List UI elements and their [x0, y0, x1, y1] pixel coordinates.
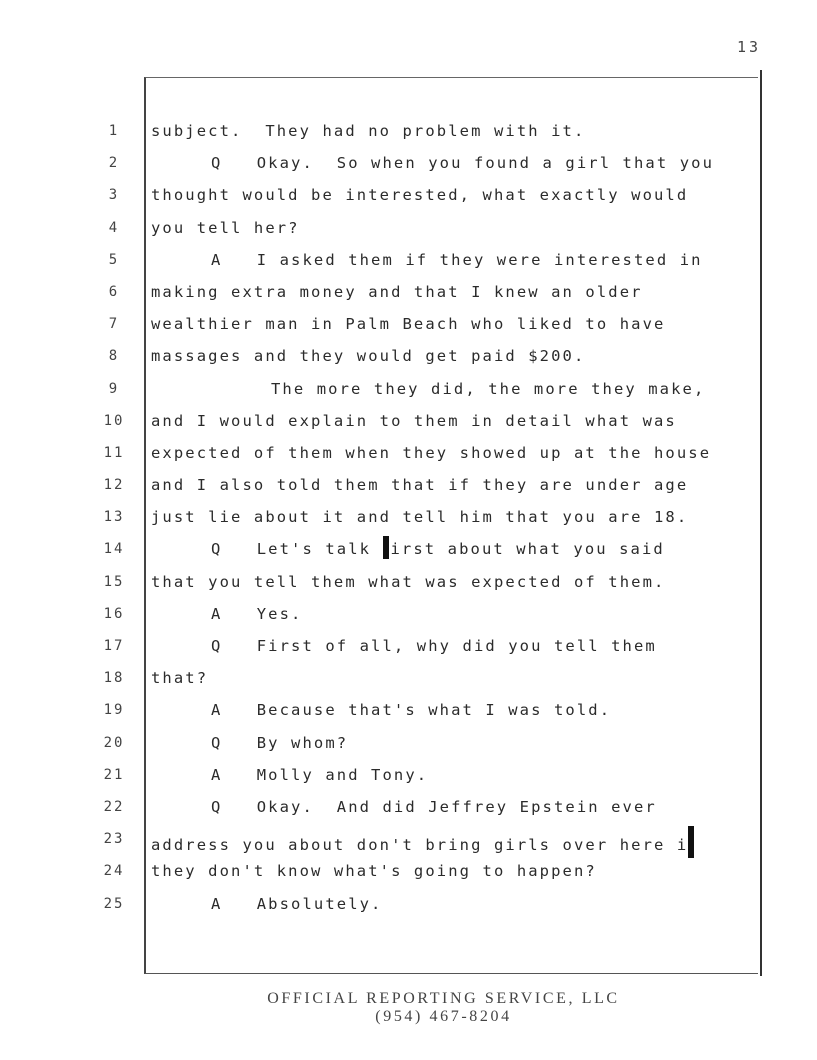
line-text: Okay. And did Jeffrey Epstein ever	[256, 797, 657, 816]
line-text: expected of them when they showed up at the house	[151, 443, 712, 462]
line-number: 20	[103, 734, 125, 751]
line-number: 22	[103, 798, 125, 815]
transcript-line	[151, 279, 751, 311]
page-footer	[0, 990, 817, 1026]
line-text: you tell her?	[151, 218, 300, 237]
line-number: 8	[108, 348, 120, 365]
page-number: 13	[736, 38, 761, 56]
line-text: massages and they would get paid $200.	[151, 347, 586, 366]
line-number: 3	[108, 187, 120, 204]
line-number: 17	[103, 638, 125, 654]
speaker-label: A	[211, 765, 223, 784]
transcript-line	[151, 182, 751, 214]
transcript-line	[151, 247, 751, 279]
reporting-company: OFFICIAL REPORTING SERVICE, LLC	[267, 990, 620, 1007]
transcript-line	[151, 118, 751, 150]
line-text: making extra money and that I knew an older	[151, 282, 643, 301]
transcript-line	[151, 794, 751, 826]
line-number: 25	[103, 895, 125, 912]
speaker-label: Q	[211, 733, 223, 752]
transcript-line	[151, 697, 751, 729]
line-number: 16	[103, 605, 125, 622]
line-number: 10	[103, 412, 125, 429]
line-text: and I would explain to them in detail what was	[151, 411, 677, 430]
line-number: 23	[103, 831, 125, 848]
line-text: address you about don't bring girls over here i	[151, 836, 689, 855]
transcript-body	[151, 118, 751, 923]
transcript-line	[151, 826, 751, 858]
speaker-label: A	[211, 250, 223, 269]
line-text: Let's talk	[256, 540, 383, 559]
frame-right-border	[760, 70, 762, 976]
line-text: Molly and Tony.	[256, 765, 429, 784]
line-number: 6	[108, 283, 120, 300]
line-text: Absolutely.	[256, 894, 383, 913]
line-text: subject. They had no problem with it.	[151, 122, 586, 140]
line-text: wealthier man in Palm Beach who liked to have	[151, 315, 666, 334]
transcript-line	[151, 150, 751, 182]
line-number: 24	[103, 863, 125, 880]
line-number: 11	[103, 444, 125, 461]
transcript-line	[151, 762, 751, 794]
transcript-line	[151, 343, 751, 375]
line-text: By whom?	[256, 733, 349, 752]
line-number: 4	[108, 219, 120, 236]
line-number: 19	[103, 702, 125, 719]
transcript-line	[151, 633, 751, 665]
speaker-label: A	[211, 701, 223, 720]
speaker-label: Q	[211, 637, 223, 655]
transcript-line	[151, 440, 751, 472]
line-number: 18	[103, 670, 125, 687]
speaker-label: A	[211, 604, 223, 623]
transcript-line	[151, 504, 751, 536]
reporting-phone: (954) 467-8204	[375, 1008, 512, 1025]
speaker-label: Q	[211, 797, 223, 816]
line-text: they don't know what's going to happen?	[151, 862, 597, 881]
redaction-bar	[383, 536, 389, 559]
line-text: and I also told them that if they are under age	[151, 476, 689, 495]
line-text: that you tell them what was expected of them.	[151, 572, 666, 591]
line-number: 14	[103, 541, 125, 558]
speaker-label: Q	[211, 154, 223, 173]
line-text: Yes.	[256, 604, 303, 623]
line-text: Because that's what I was told.	[256, 701, 612, 720]
speaker-label: A	[211, 894, 223, 913]
line-text: thought would be interested, what exactly would	[151, 186, 689, 205]
line-text: irst about what you said	[390, 540, 665, 559]
transcript-line	[151, 215, 751, 247]
line-number-column	[100, 118, 128, 923]
line-number: 9	[108, 380, 120, 397]
line-text: that?	[151, 669, 209, 688]
line-text: First of all, why did you tell them	[256, 637, 657, 655]
line-number: 21	[103, 766, 125, 783]
line-text: just lie about it and tell him that you are 18.	[151, 508, 689, 527]
line-number: 7	[108, 316, 120, 333]
transcript-line	[151, 569, 751, 601]
speaker-label: Q	[211, 540, 223, 559]
line-text: Okay. So when you found a girl that you	[256, 154, 715, 173]
line-number: 15	[103, 573, 125, 590]
transcript-line	[151, 472, 751, 504]
line-text: I asked them if they were interested in	[256, 250, 703, 269]
line-number: 5	[108, 251, 120, 268]
line-number: 2	[108, 155, 120, 172]
transcript-line	[151, 891, 751, 923]
transcript-line	[151, 408, 751, 440]
redaction-bar	[688, 826, 694, 858]
transcript-line	[151, 858, 751, 890]
line-number: 13	[103, 509, 125, 526]
transcript-line	[151, 376, 751, 408]
transcript-line	[151, 536, 751, 568]
line-number: 12	[103, 477, 125, 494]
transcript-line	[151, 311, 751, 343]
line-number: 1	[108, 123, 120, 139]
line-text: The more they did, the more they make,	[271, 379, 706, 398]
transcript-line	[151, 601, 751, 633]
transcript-line	[151, 665, 751, 697]
transcript-line	[151, 730, 751, 762]
